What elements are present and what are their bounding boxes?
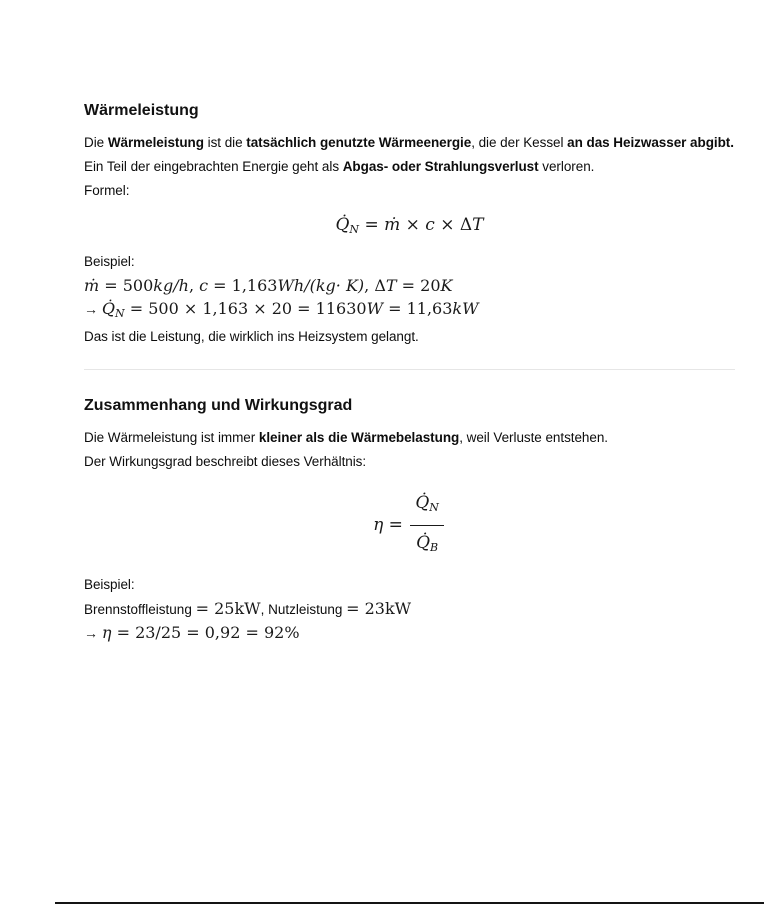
intro-text: , weil Verluste entstehen. (459, 430, 609, 445)
example2-line2 (84, 621, 735, 645)
math-piece: Wh/(kg· K) (277, 276, 365, 295)
math-piece: kW (452, 299, 479, 318)
intro-text: Die (84, 135, 108, 150)
text-piece: , Nutzleistung (260, 602, 347, 617)
section2-heading: Zusammenhang und Wirkungsgrad (84, 397, 353, 414)
math-piece: c (199, 276, 209, 295)
math-subscript: N (349, 223, 360, 236)
intro-text: ist die (203, 135, 247, 150)
example2-line1 (84, 597, 735, 621)
arrow-glyph: → (84, 301, 102, 317)
intro-bold: tatsächlich genutzte Wärmeenergie (246, 135, 472, 150)
document-content (84, 101, 735, 645)
math-piece: = 23/25 = 0,92 = 92% (111, 623, 300, 642)
math-piece: ṁ (84, 276, 100, 295)
fraction-denominator (410, 525, 444, 563)
intro-bold: an das Heizwasser abgibt. (567, 135, 734, 150)
example-label: Beispiel: (84, 254, 135, 269)
math-piece: = 23 (346, 599, 385, 618)
math-c: c (425, 215, 435, 235)
fraction (410, 488, 444, 563)
math-piece: = 25 (195, 599, 235, 618)
example1-math-line2 (84, 297, 735, 325)
math-eta: η (101, 623, 112, 642)
example1-math-line1 (84, 274, 735, 297)
math-piece: , Δ (364, 276, 386, 295)
formula-eta-display (84, 488, 735, 563)
math-subscript: B (430, 541, 439, 554)
intro-text: Ein Teil der eingebrachten Energie geht als (84, 159, 343, 174)
math-t: T (472, 215, 484, 235)
intro-bold: Wärmeleistung (107, 135, 204, 150)
math-piece: = 500 × 1,163 × 20 = 11630 (124, 299, 367, 318)
window-edge-bar (55, 902, 764, 904)
math-q-dot: Q̇ (415, 493, 430, 513)
intro-bold: Abgas- oder Strahlungsverlust (342, 159, 539, 174)
math-subscript: N (115, 307, 125, 320)
section1-heading: Wärmeleistung (84, 102, 199, 119)
math-times: × (400, 215, 426, 235)
fraction-numerator (410, 488, 444, 525)
math-piece: = 500 (99, 276, 154, 295)
math-piece: = 20 (396, 276, 441, 295)
math-piece: W (366, 299, 384, 318)
section1-closing: Das ist die Leistung, die wirklich ins Heizsystem gelangt. (84, 329, 419, 344)
formula-label: Formel: (84, 183, 130, 198)
math-piece: T (385, 276, 397, 295)
math-piece: kg/h (153, 276, 189, 295)
section2-intro-paragraph (84, 426, 735, 474)
arrow-glyph: → (84, 625, 102, 641)
math-m-dot: ṁ (384, 215, 401, 235)
math-times: × (434, 215, 460, 235)
math-equals: = (383, 515, 409, 535)
math-q-dot: Q̇ (101, 299, 116, 318)
math-piece: kW (234, 599, 261, 618)
intro-line2: Der Wirkungsgrad beschreibt dieses Verhältnis: (84, 454, 367, 469)
math-piece: = 1,163 (208, 276, 278, 295)
math-piece: kW (384, 599, 412, 618)
example-label: Beispiel: (84, 577, 135, 592)
math-piece: , (188, 276, 200, 295)
math-eta: η (373, 515, 384, 535)
math-q-dot: Q̇ (416, 533, 431, 553)
math-equals: = (359, 215, 385, 235)
section-divider (84, 369, 735, 370)
formula-qn-display (84, 211, 735, 244)
intro-text: verloren. (538, 159, 595, 174)
math-subscript: N (429, 501, 439, 514)
math-delta: Δ (459, 215, 473, 235)
section1-intro-paragraph (84, 131, 735, 179)
text-piece: Brennstoffleistung (84, 602, 196, 617)
math-q-dot: Q̇ (335, 215, 350, 235)
intro-text: Die Wärmeleistung ist immer (84, 430, 259, 445)
math-piece: = 11,63 (383, 299, 453, 318)
intro-text: , die der Kessel (471, 135, 568, 150)
intro-bold: kleiner als die Wärmebelastung (258, 430, 460, 445)
math-piece: K (440, 276, 453, 295)
